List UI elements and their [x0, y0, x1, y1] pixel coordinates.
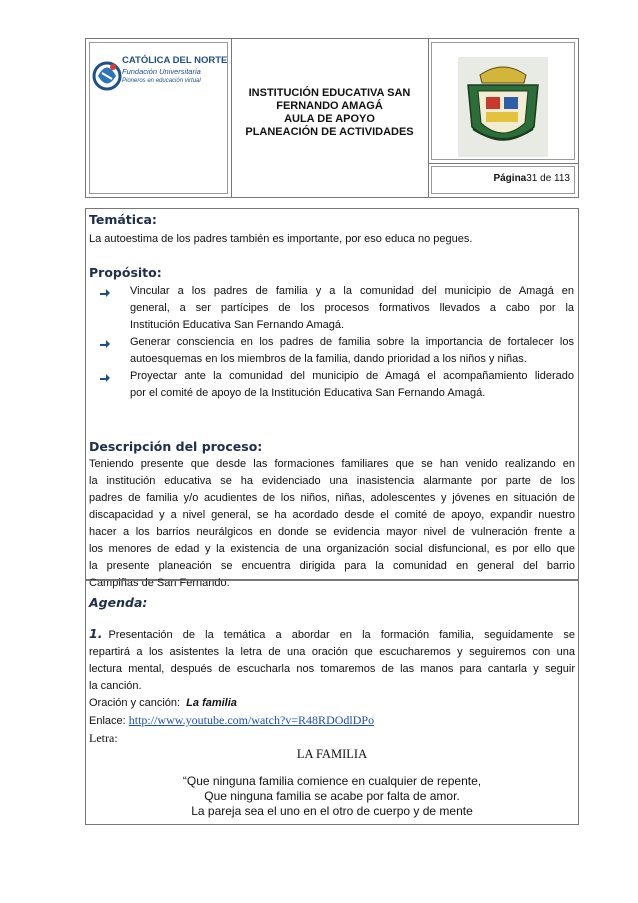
proposito-item-3 — [130, 368, 574, 402]
descripcion-line-5: hacer a los barrios neurálgicos en donde se evidencia mayor nivel de vulneración frente a — [89, 526, 575, 538]
agenda-line-2: repartirá a los asistentes la letra de una oración que escucharemos y seguiremos con una — [89, 646, 575, 658]
agenda-item-number: 1. — [89, 626, 103, 641]
page-cell — [428, 163, 578, 197]
proposito-item-1-line-3: Institución Educativa San Fernando Amagá. — [130, 319, 345, 331]
agenda-heading: Agenda: — [89, 595, 148, 610]
logo-tag: Pioneros en educación virtual — [122, 78, 201, 84]
page-label: Página — [493, 173, 527, 184]
agenda-line-1 — [89, 625, 575, 644]
descripcion-line-6: los menores de edad y la existencia de una organización social disfuncional, es por ello que — [89, 543, 575, 555]
title-cell — [231, 39, 429, 197]
proposito-item-2-line-1: Generar consciencia en los padres de familia sobre la importancia de fortalecer los — [130, 336, 574, 348]
proposito-item-2 — [130, 334, 574, 368]
arrow-bullet-icon — [100, 338, 110, 348]
song-line-3: La pareja sea el uno en el otro de cuerpo y de mente — [191, 804, 473, 818]
title-line-4: PLANEACIÓN DE ACTIVIDADES — [245, 126, 414, 138]
agenda-box — [85, 580, 579, 825]
agenda-line-1-text: Presentación de la temática a abordar en la formación familia, seguidamente se — [108, 629, 575, 641]
content-box — [85, 208, 579, 589]
descripcion-line-7: la presente planeación se encuentra dirigida para la comunidad en general del barrio — [89, 560, 575, 572]
logo-cell — [86, 39, 232, 197]
arrow-bullet-icon — [100, 287, 110, 297]
song-lyrics — [86, 774, 578, 819]
proposito-item-1-line-1: Vincular a los padres de familia y a la comunidad del municipio de Amagá en — [130, 285, 574, 297]
proposito-item-1 — [130, 283, 574, 334]
oracion-value: La familia — [186, 697, 237, 709]
crest-cell — [428, 39, 578, 164]
tematica-heading: Temática: — [89, 212, 157, 227]
song-line-2: Que ninguna familia se acabe por falta de amor. — [204, 789, 460, 803]
proposito-item-3-line-1: Proyectar ante la comunidad del municipio de Amagá el acompañamiento liderado — [130, 370, 574, 382]
tematica-text: La autoestima de los padres también es importante, por eso educa no pegues. — [89, 233, 473, 245]
song-line-1: “Que ninguna familia comience en cualquier de repente, — [182, 774, 482, 788]
logo-sub: Fundación Universitaria — [122, 67, 201, 76]
proposito-item-1-line-2: general, a ser partícipes de los procesos formativos llevados a cabo por la — [130, 302, 574, 314]
song-title: LA FAMILIA — [296, 747, 368, 761]
proposito-heading: Propósito: — [89, 265, 162, 280]
arrow-bullet-icon — [100, 372, 110, 382]
title-line-3: AULA DE APOYO — [284, 113, 375, 125]
descripcion-line-1: Teniendo presente que desde las formaciones familiares que se han venido realizando en — [89, 458, 575, 470]
agenda-line-3: lectura mental, después de escucharla nos tomaremos de las manos para cantarla y seguir — [89, 663, 575, 675]
descripcion-heading: Descripción del proceso: — [89, 439, 263, 454]
enlace-label: Enlace: — [89, 715, 126, 727]
descripcion-text — [89, 456, 575, 592]
document-header — [85, 38, 579, 198]
oracion-label: Oración y canción: — [89, 697, 181, 709]
youtube-link[interactable]: http://www.youtube.com/watch?v=R48RDOdlDPo — [128, 713, 375, 727]
descripcion-line-8: Campiñas de San Fernando. — [89, 577, 230, 589]
enlace-line — [89, 712, 575, 730]
logo-name: CATÓLICA DEL NORTE — [122, 55, 228, 66]
title-line-2: FERNANDO AMAGÁ — [276, 100, 383, 112]
page-value: 31 de 113 — [526, 173, 570, 184]
title-line-1: INSTITUCIÓN EDUCATIVA SAN — [248, 87, 411, 99]
page-number — [493, 173, 570, 184]
descripcion-line-2: la institución educativa se ha evidenciado una inasistencia alarmante por parte de los — [89, 475, 575, 487]
agenda-item-1 — [89, 625, 575, 747]
letra-label: Letra: — [89, 731, 118, 745]
institution-title — [231, 87, 428, 139]
oracion-line — [89, 695, 575, 712]
descripcion-line-3: padres de familia y/o acudientes de los niños, niñas, adolescentes y jóvenes en situación de — [89, 492, 575, 504]
agenda-line-4: la canción. — [89, 680, 142, 692]
descripcion-line-4: discapacidad y a nivel general, se ha acordado desde el comité de apoyo, expandir nuestro — [89, 509, 575, 521]
proposito-item-2-line-2: autoesquemas en los miembros de la familia, dando prioridad a los niños y niñas. — [130, 353, 527, 365]
school-crest-image — [458, 57, 548, 157]
proposito-item-3-line-2: por el comité de apoyo de la Institución Educativa San Fernando Amagá. — [130, 387, 486, 399]
